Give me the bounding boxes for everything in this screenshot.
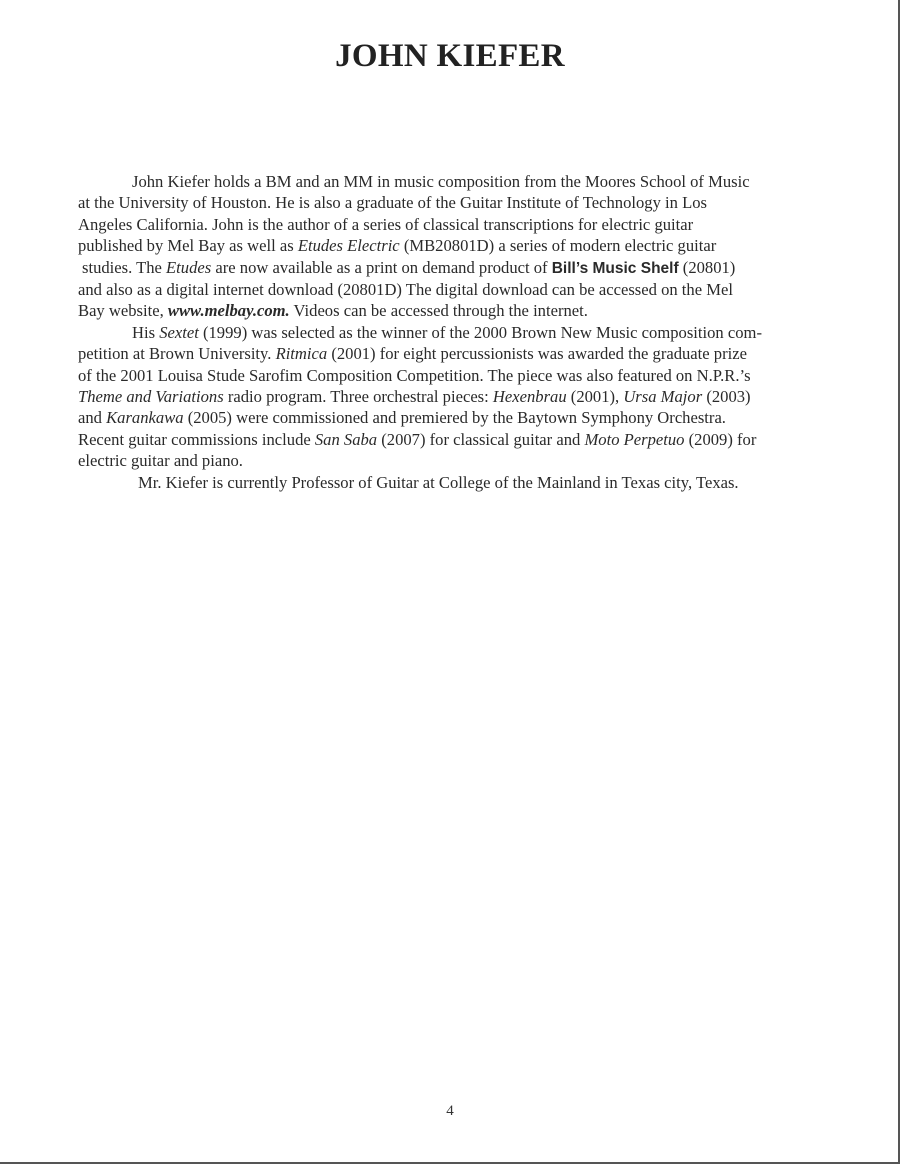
bio-p2-line-1	[78, 322, 824, 343]
bio-p1-line-5	[78, 257, 824, 279]
bio-p2-line-3: of the 2001 Louisa Stude Sarofim Composition Competition. The piece was also featured on N.P.R.’s	[78, 365, 751, 385]
text-run: petition at Brown University.	[78, 344, 276, 364]
bio-p1-line-2: at the University of Houston. He is also a graduate of the Guitar Institute of Technology in Los	[78, 193, 707, 213]
text-run: Recent guitar commissions include	[78, 429, 315, 449]
melbay-website-link[interactable]: www.melbay.com.	[167, 301, 290, 321]
work-title-ritmica: Ritmica	[275, 344, 328, 364]
bio-p1-line-1: John Kiefer holds a BM and an MM in music composition from the Moores School of Music	[132, 172, 750, 191]
text-run: (2003)	[702, 387, 751, 407]
program-title-theme-and-variations: Theme and Variations	[78, 387, 224, 407]
text-run: His	[132, 322, 160, 342]
text-run: Bay website,	[78, 301, 168, 321]
bills-music-shelf: Bill’s Music Shelf	[551, 259, 679, 277]
bio-p1-line-6: and also as a digital internet download (20801D) The digital download can be accessed on the Mel	[78, 280, 733, 300]
text-run: (1999) was selected as the winner of the 2000 Brown New Music composition com-	[198, 322, 762, 342]
work-title-karankawa: Karankawa	[106, 408, 184, 428]
bio-p2-line-5	[78, 407, 824, 428]
bio-p2-line-4	[78, 386, 824, 407]
work-title-ursa-major: Ursa Major	[623, 387, 703, 407]
text-run: (2009) for	[684, 429, 757, 449]
text-run: (20801)	[678, 257, 736, 277]
text-run: studies. The	[82, 257, 167, 277]
text-run: (2007) for classical guitar and	[377, 429, 585, 449]
text-run: (2001) for eight percussionists was awarded the graduate prize	[327, 344, 747, 364]
text-run: and	[78, 408, 107, 428]
work-title-moto-perpetuo: Moto Perpetuo	[584, 429, 685, 449]
work-title-etudes: Etudes	[166, 257, 212, 277]
bio-p2-line-2	[78, 343, 824, 364]
text-run: (2005) were commissioned and premiered by the Baytown Symphony Orchestra.	[183, 408, 726, 428]
work-title-san-saba: San Saba	[314, 429, 378, 449]
text-run: published by Mel Bay as well as	[78, 236, 298, 256]
work-title-sextet: Sextet	[159, 322, 199, 342]
work-title-hexenbrau: Hexenbrau	[492, 387, 567, 407]
bio-p1-line-3: Angeles California. John is the author of a series of classical transcriptions for electric guitar	[78, 214, 694, 234]
text-run: (2001),	[566, 387, 624, 407]
bio-p1-line-4	[78, 235, 824, 256]
text-run: (MB20801D) a series of modern electric guitar	[399, 236, 717, 256]
bio-p1-line-7	[78, 300, 824, 321]
text-run: Videos can be accessed through the internet.	[289, 301, 588, 321]
biography-text	[78, 171, 824, 493]
text-run: are now available as a print on demand product of	[211, 257, 552, 277]
bio-p2-line-6	[78, 429, 824, 450]
page-number: 4	[446, 1103, 454, 1119]
page-title: JOHN KIEFER	[335, 38, 565, 74]
bio-p2-line-7: electric guitar and piano.	[78, 451, 243, 471]
text-run: radio program. Three orchestral pieces:	[223, 387, 493, 407]
bio-p3-line-1: Mr. Kiefer is currently Professor of Guitar at College of the Mainland in Texas city, Texas.	[138, 472, 739, 492]
work-title-etudes-electric: Etudes Electric	[297, 236, 400, 256]
